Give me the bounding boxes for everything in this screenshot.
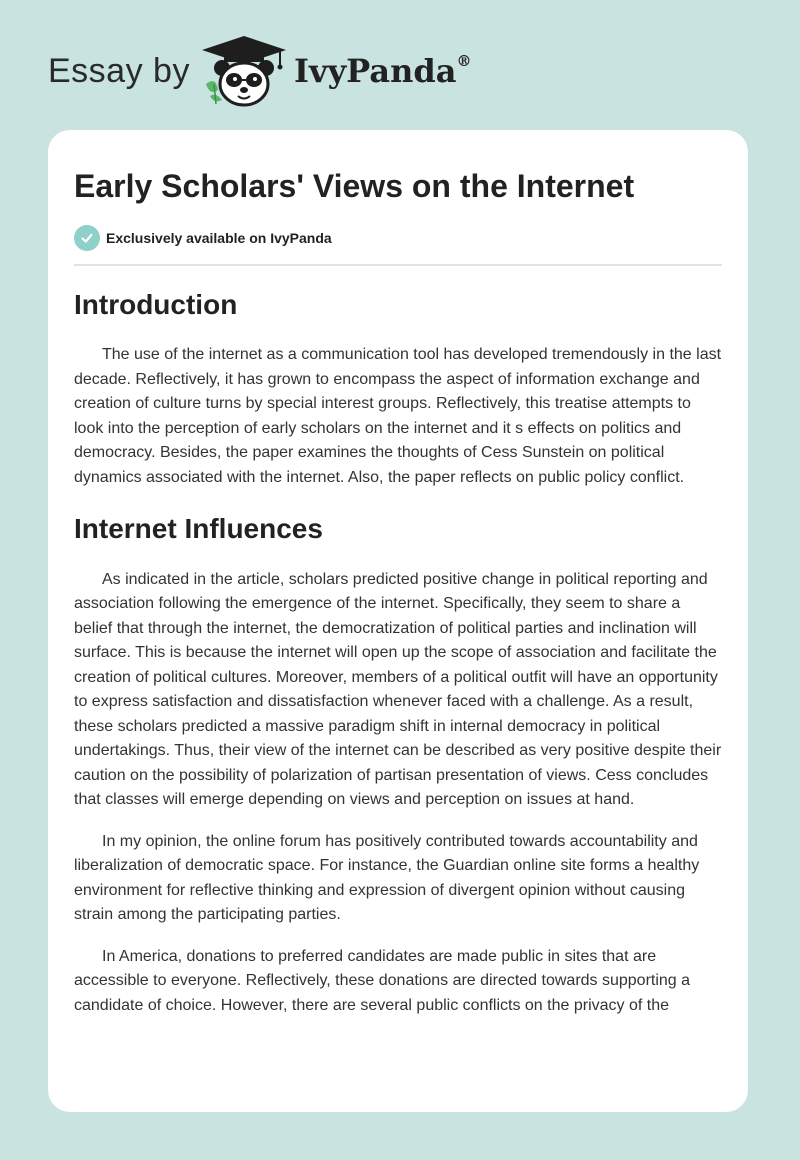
exclusive-badge xyxy=(74,225,722,251)
paragraph: As indicated in the article, scholars predicted positive change in political reporting and association following the emergence of the internet. Specifically, they seem to share a belief that through the internet, the democratization of political parties and inclination will surface. This is because the internet will open up the scope of association and facilitate the creation of political cultures. Moreover, members of a political outfit will have an opportunity to express satisfaction and dissatisfaction whenever faced with a challenge. As a result, these scholars predicted a massive paradigm shift in internal democracy in political undertakings. Thus, their view of the internet can be described as very positive despite their caution on the possibility of polarization of partisan presentation of views. Cess concludes that classes will emerge depending on views and perception on issues at hand. xyxy=(74,570,722,809)
registered-mark: ® xyxy=(456,52,472,71)
paragraph: In my opinion, the online forum has positively contributed towards accountability and liberalization of democratic space. For instance, the Guardian online site forms a healthy environment for reflective thinking and expression of divergent opinion without causing strain among the participating parties. xyxy=(74,832,700,924)
article-card xyxy=(48,130,748,1112)
paragraph: In America, donations to preferred candidates are made public in sites that are accessible to everyone. Reflectively, these donations are directed towards supporting a candidate of choice. However, there are several public conflicts on the privacy of the xyxy=(74,947,691,1014)
section-heading-introduction: Introduction xyxy=(74,288,238,320)
divider xyxy=(74,264,722,266)
article-title: Early Scholars' Views on the Internet xyxy=(74,168,635,204)
panda-graduate-logo-icon xyxy=(200,34,288,110)
brand-name: IvyPanda® xyxy=(294,52,472,90)
exclusive-badge-text: Exclusively available on IvyPanda xyxy=(106,229,332,246)
brand-prefix: Essay by xyxy=(48,52,190,90)
section-heading-internet-influences: Internet Influences xyxy=(74,513,323,545)
brand-header[interactable] xyxy=(48,32,488,112)
checkmark-icon xyxy=(74,225,100,251)
paragraph: The use of the internet as a communication tool has developed tremendously in the last decade. Reflectively, it has grown to encompass the aspect of information exchange and creation of culture turns by special interest groups. Reflectively, this treatise attempts to look into the perception of early scholars on the internet and it s effects on politics and democracy. Besides, the paper examines the thoughts of Cess Sunstein on political dynamics associated with the internet. Also, the paper reflects on public policy conflict. xyxy=(74,346,722,486)
